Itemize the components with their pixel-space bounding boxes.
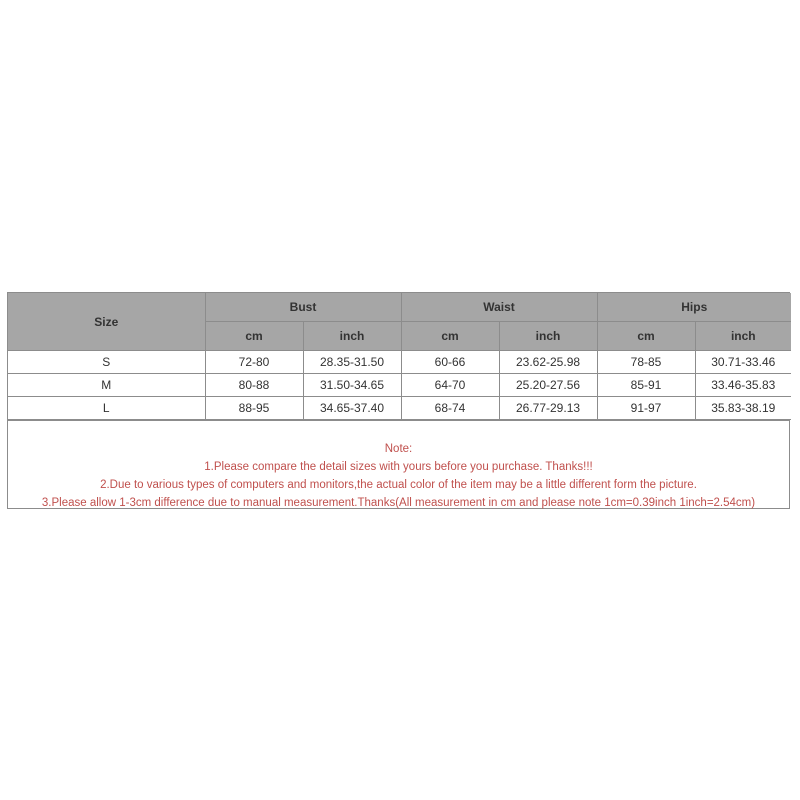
table-cell: 80-88 (205, 374, 303, 397)
unit-header: inch (499, 322, 597, 351)
table-cell: 33.46-35.83 (695, 374, 791, 397)
note-line-2: 2.Due to various types of computers and monitors,the actual color of the item may be a little different form the picture. (100, 479, 697, 491)
table-cell: 31.50-34.65 (303, 374, 401, 397)
table-cell: 64-70 (401, 374, 499, 397)
table-row (8, 351, 791, 374)
unit-header: inch (303, 322, 401, 351)
table-cell: 88-95 (205, 397, 303, 420)
table-cell: 91-97 (597, 397, 695, 420)
unit-header: inch (695, 322, 791, 351)
table-cell: 78-85 (597, 351, 695, 374)
size-header: Size (8, 293, 205, 351)
table-cell: 28.35-31.50 (303, 351, 401, 374)
table-row (8, 374, 791, 397)
size-table (8, 293, 791, 420)
unit-header: cm (597, 322, 695, 351)
hips-header: Hips (597, 293, 791, 322)
notes-section (8, 420, 789, 508)
table-cell: 85-91 (597, 374, 695, 397)
table-cell: 34.65-37.40 (303, 397, 401, 420)
table-cell: 26.77-29.13 (499, 397, 597, 420)
table-cell: 30.71-33.46 (695, 351, 791, 374)
bust-header: Bust (205, 293, 401, 322)
size-cell: M (8, 374, 205, 397)
header-row-groups (8, 293, 791, 322)
unit-header: cm (401, 322, 499, 351)
waist-header: Waist (401, 293, 597, 322)
table-row (8, 397, 791, 420)
table-cell: 60-66 (401, 351, 499, 374)
table-cell: 35.83-38.19 (695, 397, 791, 420)
table-cell: 68-74 (401, 397, 499, 420)
unit-header: cm (205, 322, 303, 351)
table-cell: 72-80 (205, 351, 303, 374)
note-line-1: 1.Please compare the detail sizes with yours before you purchase. Thanks!!! (204, 461, 593, 473)
size-chart (7, 292, 790, 509)
table-cell: 23.62-25.98 (499, 351, 597, 374)
size-cell: S (8, 351, 205, 374)
note-title: Note: (384, 443, 413, 455)
note-line-3: 3.Please allow 1-3cm difference due to manual measurement.Thanks(All measurement in cm and please note 1cm=0.39inch 1inch=2.54cm) (41, 497, 756, 509)
size-cell: L (8, 397, 205, 420)
table-cell: 25.20-27.56 (499, 374, 597, 397)
